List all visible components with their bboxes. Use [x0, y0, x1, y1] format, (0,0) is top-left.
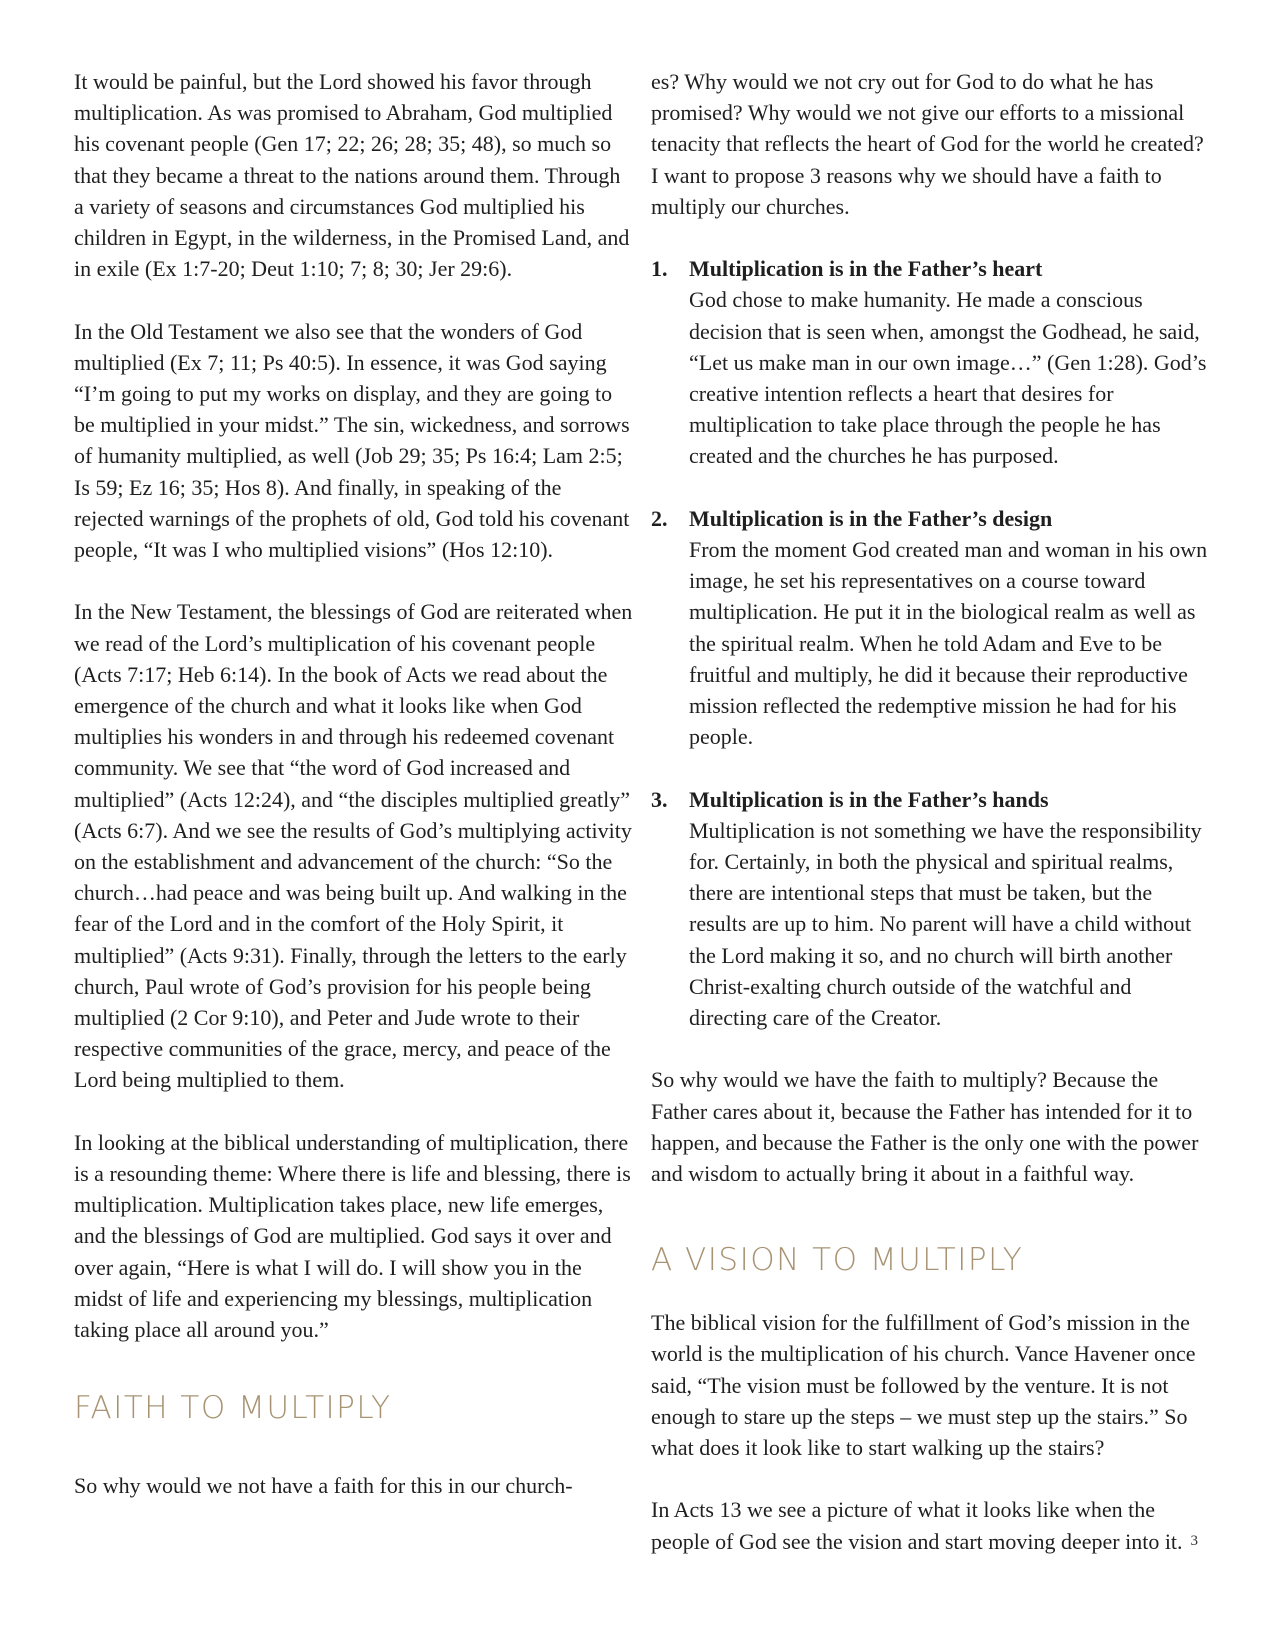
body-paragraph: In the Old Testament we also see that the wonders of God multiplied (Ex 7; 11; Ps 40:5). In essence, it was God saying “I’m going to put my works on display, and they are going to be multiplied in your midst.” The sin, wickedness, and sorrows of humanity multiplied, as well (Job 29; 35; Ps 16:4; Lam 2:5; Is 59; Ez 16; 35; Hos 8). And finally, in speaking of the rejected warnings of the prophets of old, God told his covenant people, “It was I who multiplied visions” (Hos 12:10). [74, 318, 630, 563]
body-paragraph: So why would we not have a faith for this in our church- [74, 1473, 573, 1499]
body-paragraph: The biblical vision for the fulfillment of God’s mission in the world is the multiplication of his church. Vance Havener once said, “The vision must be followed by the venture. It is not enough to stare up the steps – we must step up the stairs.” So what does it look like to start walking up the stairs? [651, 1310, 1196, 1461]
left-column [74, 66, 634, 1501]
section-heading-faith: FAITH TO MULTIPLY [74, 1390, 392, 1427]
point-body: From the moment God created man and woman in his own image, he set his representatives on a course toward multiplication. He put it in the biological realm as well as the spiritual realm. When he told Adam and Eve to be fruitful and multiply, he did it because their reproductive mission reflected the redemptive mission he had for his people. [689, 537, 1208, 750]
right-column [651, 66, 1211, 1557]
summary-paragraph: So why would we have the faith to multiply? Because the Father cares about it, because the Father has intended for it to happen, and because the Father is the only one with the power and wisdom to actually bring it about in a faithful way. [651, 1067, 1199, 1187]
list-number: 1. [651, 256, 668, 282]
body-paragraph: es? Why would we not cry out for God to do what he has promised? Why would we not give our efforts to a missional tenacity that reflects the heart of God for the world he created? I want to propose 3 reasons why we should have a faith to multiply our churches. [651, 69, 1204, 219]
reasons-list [651, 253, 1211, 1033]
body-paragraph: In the New Testament, the blessings of God are reiterated when we read of the Lord’s multiplication of his covenant people (Acts 7:17; Heb 6:14). In the book of Acts we read about the emergence of the church and what it looks like when God multiplies his wonders in and through his redeemed covenant community. We see that “the word of God increased and multiplied” (Acts 12:24), and “the disciples multiplied greatly” (Acts 6:7). And we see the results of God’s multiplying activity on the establishment and advancement of the church: “So the church…had peace and was being built up. And walking in the fear of the Lord and in the comfort of the Holy Spirit, it multiplied” (Acts 9:31). Finally, through the letters to the early church, Paul wrote of God’s provision for his people being multiplied (2 Cor 9:10), and Peter and Jude wrote to their respective communities of the grace, mercy, and peace of the Lord being multiplied to them. [74, 599, 633, 1093]
page-number: 3 [1190, 1533, 1198, 1549]
list-item [651, 503, 1211, 753]
list-number: 3. [651, 786, 668, 812]
point-title: Multiplication is in the Father’s heart [689, 256, 1043, 282]
point-body: God chose to make humanity. He made a conscious decision that is seen when, amongst the Godhead, he said, “Let us make man in our own image…” (Gen 1:28). God’s creative intention reflects a heart that desires for multiplication to take place through the people he has created and the churches he has purposed. [689, 287, 1207, 469]
body-paragraph: In looking at the biblical understanding of multiplication, there is a resounding theme: Where there is life and blessing, there is multiplication. Multiplication takes place, new life emerges, and the blessings of God are multiplied. God says it over and over again, “Here is what I will do. I will show you in the midst of life and experiencing my blessings, multiplication taking place all around you.” [74, 1129, 631, 1343]
list-number: 2. [651, 505, 668, 531]
list-item [651, 784, 1211, 1034]
point-title: Multiplication is in the Father’s design [689, 505, 1053, 531]
point-title: Multiplication is in the Father’s hands [689, 786, 1049, 812]
list-item [651, 253, 1211, 471]
section-heading-vision: A VISION TO MULTIPLY [651, 1242, 1024, 1279]
body-paragraph: In Acts 13 we see a picture of what it looks like when the people of God see the vision and start moving deeper into it. [651, 1497, 1183, 1554]
body-paragraph: It would be painful, but the Lord showed his favor through multiplication. As was promised to Abraham, God multiplied his covenant people (Gen 17; 22; 26; 28; 35; 48), so much so that they became a threat to the nations around them. Through a variety of seasons and circumstances God multiplied his children in Egypt, in the wilderness, in the Promised Land, and in exile (Ex 1:7-20; Deut 1:10; 7; 8; 30; Jer 29:6). [74, 69, 630, 282]
point-body: Multiplication is not something we have the responsibility for. Certainly, in both the physical and spiritual realms, there are intentional steps that must be taken, but the results are up to him. No parent will have a child without the Lord making it so, and no church will birth another Christ-exalting church outside of the watchful and directing care of the Creator. [689, 817, 1202, 1031]
